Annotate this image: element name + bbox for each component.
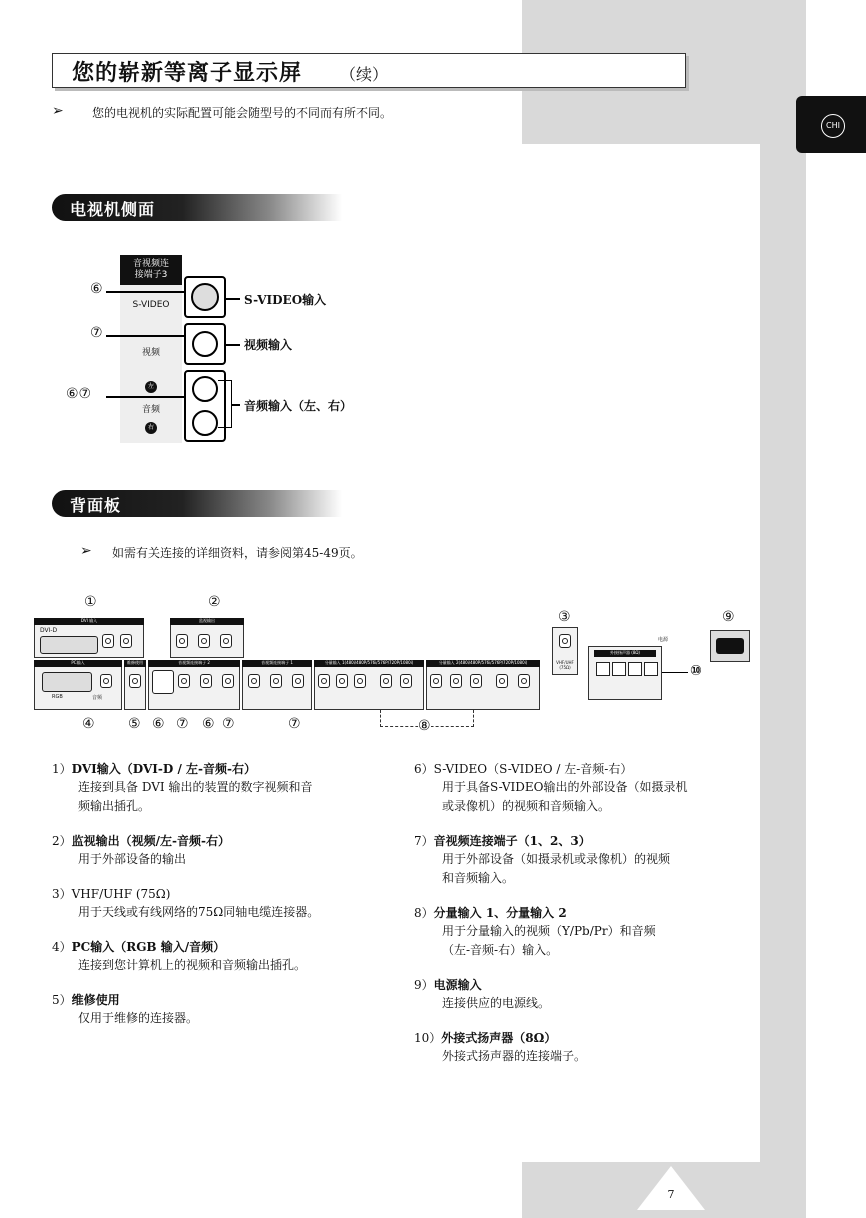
speaker-label: 外接扬声器 (8Ω) <box>594 650 656 657</box>
service-label: 维修使用 <box>124 660 146 667</box>
dvi-d-label: DVI-D <box>40 627 58 634</box>
callout-line-10 <box>662 672 688 673</box>
video-in-line <box>226 344 240 346</box>
dvi-connector <box>40 636 98 654</box>
page-title: 您的崭新等离子显示屏 <box>72 60 303 86</box>
callout-7-av1: ⑦ <box>288 716 301 732</box>
section-title-rear: 背面板 <box>70 496 122 515</box>
page-number: 7 <box>667 1188 675 1201</box>
callout-1: ① <box>84 594 97 610</box>
list-item <box>52 938 392 975</box>
svideo-label: S-VIDEO <box>132 300 170 310</box>
video-label: 视频 <box>141 348 160 358</box>
dvi-audio-left-jack <box>102 634 114 648</box>
callout-5: ⑤ <box>128 716 141 732</box>
av2-svideo-jack <box>152 670 174 694</box>
item-title: 分量输入 1、分量输入 2 <box>433 906 567 920</box>
monitor-out-label: 监视输出 <box>170 618 244 625</box>
audio-right-jack <box>192 410 218 436</box>
callout-67-side: ⑥⑦ <box>66 386 92 402</box>
speaker-terminal-1 <box>596 662 610 676</box>
connector-list-right <box>414 760 754 1082</box>
comp1-pb-jack <box>336 674 348 688</box>
rgb-label: RGB <box>52 694 63 700</box>
pc-in-label: PC输入 <box>34 660 122 667</box>
item-number: 10） <box>414 1031 442 1045</box>
item-number: 9） <box>414 978 434 992</box>
av1-video-jack <box>248 674 260 688</box>
callout-8: ⑧ <box>418 718 431 734</box>
item-title: 音视频连接端子（1、2、3） <box>433 834 591 848</box>
callout-7-side: ⑦ <box>90 325 103 341</box>
svideo-in-line <box>226 298 240 300</box>
language-badge: CHI <box>821 114 845 138</box>
audio-left-mark: 左 <box>145 381 157 393</box>
callout-3: ③ <box>558 609 571 625</box>
comp1-audio-right-jack <box>400 674 412 688</box>
item-description: 用于分量输入的视频（Y/Pb/Pr）和音频 （左-音频-右）输入。 <box>442 924 656 957</box>
audio-bracket <box>218 380 232 428</box>
list-item <box>414 1029 754 1066</box>
power-socket <box>716 638 744 654</box>
rear-note: 如需有关连接的详细资料，请参阅第45-49页。 <box>112 546 363 560</box>
video-in-label: 视频输入 <box>244 338 293 352</box>
av2-video-jack <box>178 674 190 688</box>
item-title: 监视输出（视频/左-音频-右） <box>71 834 230 848</box>
comp2-pb-jack <box>450 674 462 688</box>
item-description: 连接到您计算机上的视频和音频输出插孔。 <box>78 958 307 972</box>
callout-6-side: ⑥ <box>90 281 103 297</box>
component1-label: 分量输入 1(480i/480P/576i/576P/720P/1080i) <box>314 660 424 667</box>
section-title-side: 电视机侧面 <box>70 200 156 219</box>
callout-4: ④ <box>82 716 95 732</box>
item-title: S-VIDEO（S-VIDEO / 左-音频-右） <box>433 762 633 776</box>
av1-audio-left-jack <box>270 674 282 688</box>
vhf-jack <box>559 634 571 648</box>
callout-9: ⑨ <box>722 609 735 625</box>
audio-left-jack <box>192 376 218 402</box>
item-number: 7） <box>414 834 434 848</box>
list-item <box>414 832 754 888</box>
list-item <box>52 760 392 816</box>
side-panel-label: 音视频连 接端子3 <box>120 255 182 285</box>
item-number: 3） <box>52 887 72 901</box>
comp2-y-jack <box>430 674 442 688</box>
note-arrow-icon: ➢ <box>52 103 64 119</box>
audio-label: 音频 <box>141 405 160 415</box>
av2-audio-left-jack <box>200 674 212 688</box>
dvi-audio-right-jack <box>120 634 132 648</box>
configuration-note: 您的电视机的实际配置可能会随型号的不同而有所不同。 <box>92 106 393 120</box>
list-item <box>52 991 392 1028</box>
callout-7-rear: ⑦ <box>176 716 189 732</box>
svideo-in-label: S-VIDEO输入 <box>244 293 327 307</box>
item-title: 维修使用 <box>71 993 120 1007</box>
item-number: 8） <box>414 906 434 920</box>
item-title: 电源输入 <box>433 978 482 992</box>
callout-line-67 <box>106 396 184 398</box>
callout-6-rear-b: ⑥ <box>202 716 215 732</box>
item-description: 用于具备S-VIDEO输出的外部设备（如摄录机 或录像机）的视频和音频输入。 <box>442 780 688 813</box>
comp2-audio-right-jack <box>518 674 530 688</box>
speaker-terminal-4 <box>644 662 658 676</box>
page-title-continued: （续） <box>340 65 389 84</box>
item-number: 1） <box>52 762 72 776</box>
callout-line-7 <box>106 335 184 337</box>
rgb-connector <box>42 672 92 692</box>
av1-audio-right-jack <box>292 674 304 688</box>
svideo-jack-ring <box>191 283 219 311</box>
comp1-y-jack <box>318 674 330 688</box>
item-number: 2） <box>52 834 72 848</box>
comp2-pr-jack <box>470 674 482 688</box>
comp2-audio-left-jack <box>496 674 508 688</box>
monitor-video-jack <box>176 634 188 648</box>
item-description: 连接供应的电源线。 <box>442 996 551 1010</box>
power-label: 电源 <box>658 637 669 643</box>
list-item <box>414 904 754 960</box>
item-title: DVI输入（DVI-D / 左-音频-右） <box>71 762 256 776</box>
service-jack <box>129 674 141 688</box>
callout-6-rear: ⑥ <box>152 716 165 732</box>
monitor-audio-left-jack <box>198 634 210 648</box>
item-number: 6） <box>414 762 434 776</box>
list-item <box>414 760 754 816</box>
pc-audio-label: 音频 <box>92 695 103 701</box>
callout-2: ② <box>208 594 221 610</box>
av2-audio-right-jack <box>222 674 234 688</box>
background-panel-side <box>760 144 806 1218</box>
component2-label: 分量输入 2(480i/480P/576i/576P/720P/1080i) <box>426 660 540 667</box>
item-number: 5） <box>52 993 72 1007</box>
audio-right-mark: 右 <box>145 422 157 434</box>
dvi-panel-label: DVI 输入 <box>34 618 144 625</box>
callout-7-rear-b: ⑦ <box>222 716 235 732</box>
item-description: 用于外部设备（如摄录机或录像机）的视频 和音频输入。 <box>442 852 671 885</box>
connector-list-left <box>52 760 392 1044</box>
item-number: 4） <box>52 940 72 954</box>
comp1-audio-left-jack <box>380 674 392 688</box>
rear-note-arrow-icon: ➢ <box>80 543 92 559</box>
monitor-audio-right-jack <box>220 634 232 648</box>
item-description: 用于天线或有线网络的75Ω同轴电缆连接器。 <box>78 905 320 919</box>
av2-label: 音视频连接端子 2 <box>148 660 240 667</box>
callout-line-6 <box>106 291 184 293</box>
speaker-terminal-3 <box>628 662 642 676</box>
comp1-pr-jack <box>354 674 366 688</box>
av1-label: 音视频连接端子 1 <box>242 660 312 667</box>
item-title: 外接式扬声器（8Ω） <box>441 1031 557 1045</box>
audio-in-line <box>232 404 240 406</box>
callout-10: ⑩ <box>690 663 702 679</box>
video-jack-ring <box>192 331 218 357</box>
list-item <box>52 885 392 922</box>
list-item <box>414 976 754 1013</box>
item-description: 连接到具备 DVI 输出的装置的数字视频和音 频输出插孔。 <box>78 780 313 813</box>
pc-audio-jack <box>100 674 112 688</box>
item-title: PC输入（RGB 输入/音频） <box>71 940 226 954</box>
vhf-label: VHF/UHF (75Ω) <box>556 660 574 670</box>
item-description: 外接式扬声器的连接端子。 <box>442 1049 587 1063</box>
audio-in-label: 音频输入（左、右） <box>244 399 353 413</box>
item-description: 仅用于维修的连接器。 <box>78 1011 199 1025</box>
item-description: 用于外部设备的输出 <box>78 852 187 866</box>
speaker-terminal-2 <box>612 662 626 676</box>
list-item <box>52 832 392 869</box>
item-title: VHF/UHF (75Ω) <box>71 887 171 901</box>
